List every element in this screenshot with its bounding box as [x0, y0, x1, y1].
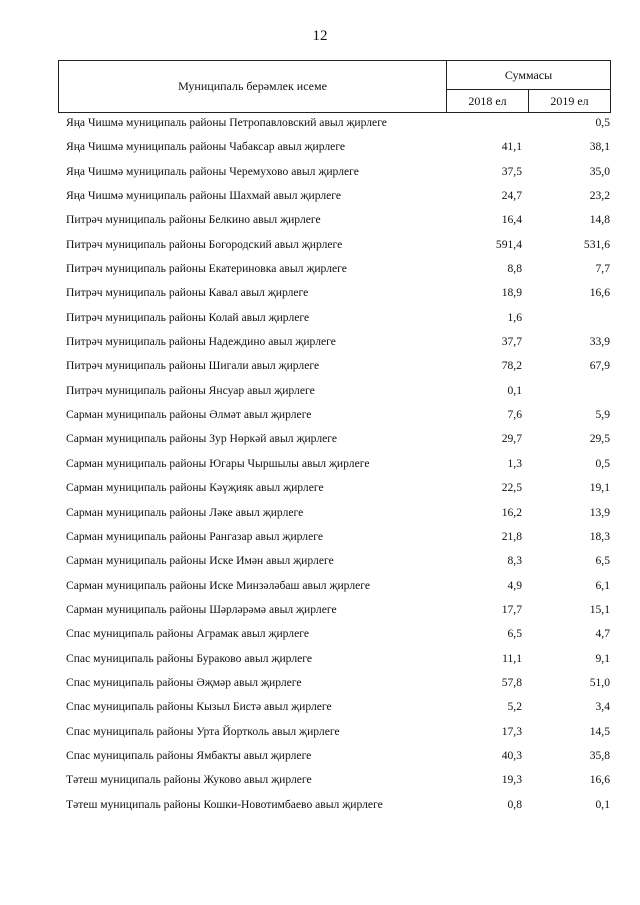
row-name: Питрәч муниципаль районы Надеждино авыл җирлеге: [66, 335, 336, 349]
row-value-2018: 24,7: [501, 189, 522, 203]
row-value-2019: 16,6: [589, 286, 610, 300]
row-name: Спас муниципаль районы Кызыл Бистә авыл җирлеге: [66, 700, 332, 714]
table-row: [62, 187, 617, 211]
row-value-2019: 13,9: [589, 505, 610, 519]
table-row: [62, 528, 617, 552]
row-name: Тәтеш муниципаль районы Жуково авыл җирлеге: [66, 773, 312, 787]
table-row: [62, 357, 617, 381]
row-value-2018: 16,4: [501, 213, 522, 227]
row-value-2019: 6,1: [595, 578, 610, 592]
table-row: [62, 479, 617, 503]
row-value-2019: 19,1: [589, 481, 610, 495]
row-name: Сарман муниципаль районы Кәүҗияк авыл җирлеге: [66, 481, 324, 495]
row-value-2018: 57,8: [501, 675, 522, 689]
row-name: Сарман муниципаль районы Зур Нөркәй авыл җирлеге: [66, 432, 337, 446]
row-name: Спас муниципаль районы Бураково авыл җирлеге: [66, 651, 313, 665]
row-value-2019: 15,1: [589, 602, 610, 616]
row-value-2018: 7,6: [507, 408, 522, 422]
row-value-2019: 4,7: [595, 627, 610, 641]
row-value-2019: 35,0: [589, 164, 610, 178]
table-row: [62, 333, 617, 357]
row-value-2018: 5,2: [507, 700, 522, 714]
table-row: [62, 211, 617, 235]
row-name: Яңа Чишмә муниципаль районы Чабаксар авыл җирлеге: [66, 140, 346, 154]
row-name: Сарман муниципаль районы Иске Минзәләбаш авыл җирлеге: [66, 578, 371, 592]
table-row: [62, 796, 617, 820]
row-name: Сарман муниципаль районы Ләке авыл җирлеге: [66, 505, 304, 519]
row-name: Питрәч муниципаль районы Екатериновка авыл җирлеге: [66, 262, 347, 276]
row-value-2018: 1,3: [507, 456, 522, 470]
row-value-2019: 67,9: [589, 359, 610, 373]
row-value-2019: 0,5: [595, 116, 610, 129]
table-row: [62, 771, 617, 795]
row-value-2019: 531,6: [583, 237, 610, 251]
row-name: Яңа Чишмә муниципаль районы Шахмай авыл җирлеге: [66, 189, 342, 203]
row-name: Питрәч муниципаль районы Янсуар авыл җирлеге: [66, 383, 315, 397]
row-name: Сарман муниципаль районы Югары Чыршылы авыл җирлеге: [66, 456, 370, 470]
row-value-2018: 21,8: [501, 529, 522, 543]
row-name: Питрәч муниципаль районы Белкино авыл җирлеге: [66, 213, 321, 227]
row-name: Питрәч муниципаль районы Шигали авыл җирлеге: [66, 359, 320, 373]
table-row: [62, 723, 617, 747]
table-row: [62, 430, 617, 454]
row-name: Яңа Чишмә муниципаль районы Черемухово авыл җирлеге: [66, 164, 359, 178]
table-row: [62, 625, 617, 649]
row-value-2018: 19,3: [501, 773, 522, 787]
row-name: Тәтеш муниципаль районы Кошки-Новотимбаево авыл җирлеге: [66, 797, 383, 811]
row-value-2019: 7,7: [595, 262, 610, 276]
column-header-sum: Суммасы: [447, 61, 611, 90]
row-name: Питрәч муниципаль районы Богородский авыл җирлеге: [66, 237, 343, 251]
table-row: [62, 650, 617, 674]
row-value-2019: 23,2: [589, 189, 610, 203]
row-value-2018: 16,2: [501, 505, 522, 519]
table-row: [62, 601, 617, 625]
table-row: [62, 577, 617, 601]
row-name: Спас муниципаль районы Ямбакты авыл җирлеге: [66, 748, 312, 762]
row-value-2018: 0,1: [507, 383, 522, 397]
row-value-2018: 17,3: [501, 724, 522, 738]
table-row: [62, 698, 617, 722]
row-value-2019: 51,0: [589, 675, 610, 689]
row-value-2018: 591,4: [495, 237, 522, 251]
row-value-2018: 78,2: [501, 359, 522, 373]
table-row: [62, 284, 617, 308]
table-row: [62, 138, 617, 162]
table-row: [62, 382, 617, 406]
table-body: [62, 114, 617, 820]
row-value-2018: 37,7: [501, 335, 522, 349]
row-value-2018: 17,7: [501, 602, 522, 616]
table-row: [62, 406, 617, 430]
row-name: Сарман муниципаль районы Әлмәт авыл җирлеге: [66, 408, 312, 422]
column-header-2019: 2019 ел: [529, 90, 611, 113]
row-value-2018: 40,3: [501, 748, 522, 762]
row-value-2018: 6,5: [507, 627, 522, 641]
row-value-2019: 6,5: [595, 554, 610, 568]
row-value-2018: 41,1: [501, 140, 522, 154]
table-row: [62, 114, 617, 138]
row-value-2019: 35,8: [589, 748, 610, 762]
row-name: Спас муниципаль районы Әҗмәр авыл җирлеге: [66, 675, 302, 689]
column-header-2018: 2018 ел: [447, 90, 529, 113]
row-name: Сарман муниципаль районы Иске Имән авыл җирлеге: [66, 554, 334, 568]
row-value-2018: 29,7: [501, 432, 522, 446]
table-row: [62, 260, 617, 284]
row-value-2019: 0,5: [595, 456, 610, 470]
row-value-2019: 16,6: [589, 773, 610, 787]
row-name: Питрәч муниципаль районы Кавал авыл җирлеге: [66, 286, 309, 300]
row-value-2019: 0,1: [595, 797, 610, 811]
row-value-2018: 8,3: [507, 554, 522, 568]
row-value-2019: 5,9: [595, 408, 610, 422]
column-header-name: Муниципаль берәмлек исеме: [59, 61, 447, 113]
row-value-2019: 33,9: [589, 335, 610, 349]
table-row: [62, 455, 617, 479]
row-value-2018: 22,5: [501, 481, 522, 495]
row-value-2018: 0,8: [507, 797, 522, 811]
row-value-2018: 8,8: [507, 262, 522, 276]
row-name: Сарман муниципаль районы Рангазар авыл җирлеге: [66, 529, 323, 543]
row-name: Яңа Чишмә муниципаль районы Петропавловский авыл җирлеге: [66, 116, 387, 129]
table-row: [62, 163, 617, 187]
row-name: Спас муниципаль районы Урта Йортколь авыл җирлеге: [66, 724, 340, 738]
page-number: 12: [312, 28, 328, 44]
row-value-2019: 3,4: [595, 700, 610, 714]
row-value-2019: 9,1: [595, 651, 610, 665]
table-header: [58, 60, 611, 113]
table-row: [62, 674, 617, 698]
row-name: Питрәч муниципаль районы Колай авыл җирлеге: [66, 310, 310, 324]
row-value-2019: 14,8: [589, 213, 610, 227]
table-row: [62, 309, 617, 333]
table-row: [62, 504, 617, 528]
row-name: Спас муниципаль районы Аграмак авыл җирлеге: [66, 627, 309, 641]
row-value-2019: 38,1: [589, 140, 610, 154]
row-value-2018: 18,9: [501, 286, 522, 300]
row-value-2019: 29,5: [589, 432, 610, 446]
row-value-2018: 37,5: [501, 164, 522, 178]
row-value-2018: 4,9: [507, 578, 522, 592]
row-name: Сарман муниципаль районы Шәрләрәмә авыл җирлеге: [66, 602, 337, 616]
row-value-2018: 11,1: [502, 651, 522, 665]
table-row: [62, 552, 617, 576]
table-row: [62, 236, 617, 260]
row-value-2019: 14,5: [589, 724, 610, 738]
row-value-2019: 18,3: [589, 529, 610, 543]
row-value-2018: 1,6: [507, 310, 522, 324]
table-row: [62, 747, 617, 771]
